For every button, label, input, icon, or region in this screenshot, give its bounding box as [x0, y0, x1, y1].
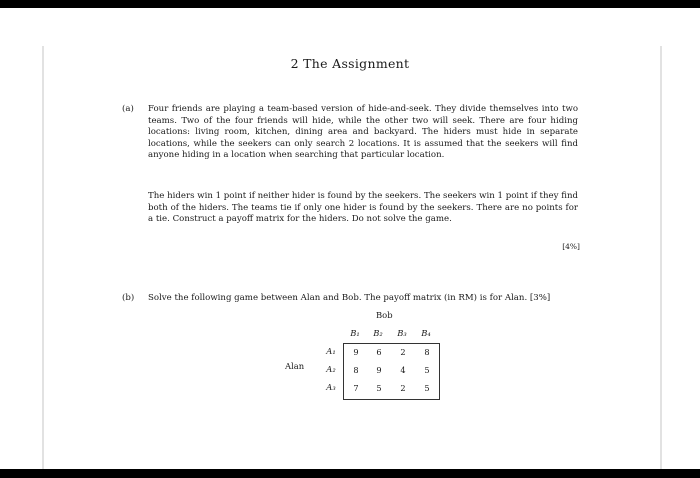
- row-label-a2: A₂: [326, 364, 336, 374]
- matrix-cell: 5: [376, 383, 382, 393]
- matrix-cell: 4: [400, 365, 406, 375]
- matrix-cell: 7: [353, 383, 359, 393]
- part-a-marks: [4%]: [562, 242, 580, 251]
- row-label-a1: A₁: [326, 346, 336, 356]
- matrix-cell: 5: [424, 365, 430, 375]
- col-label-b3: B₃: [397, 328, 407, 338]
- col-label-b2: B₂: [373, 328, 383, 338]
- payoff-matrix: [343, 343, 440, 400]
- matrix-cell: 9: [376, 365, 382, 375]
- section-title: 2 The Assignment: [290, 56, 410, 71]
- matrix-cell: 8: [424, 347, 430, 357]
- page-gutter-right: [660, 46, 662, 469]
- row-player-label: Alan: [285, 361, 305, 371]
- col-label-b4: B₄: [421, 328, 431, 338]
- column-player-label: Bob: [376, 310, 393, 320]
- part-a-label: (a): [122, 104, 134, 114]
- matrix-cell: 8: [353, 365, 359, 375]
- part-b-label: (b): [122, 293, 135, 303]
- part-b-text: Solve the following game between Alan and Bob. The payoff matrix (in RM) is for Alan. [3%]: [148, 293, 551, 303]
- matrix-cell: 5: [424, 383, 430, 393]
- matrix-cell: 6: [376, 347, 382, 357]
- part-a-paragraph-2: The hiders win 1 point if neither hider is found by the seekers. The seekers win 1 point if they find both of the hiders. The teams tie if only one hider is found by the seekers. There are no points for a tie. Construct a payoff matrix for the hiders. Do not solve the game.: [148, 191, 578, 225]
- row-label-a3: A₃: [326, 382, 336, 392]
- part-a-paragraph-1: Four friends are playing a team-based version of hide-and-seek. They divide themselves into two teams. Two of the four friends will hide, while the other two will seek. There are four hiding locations: living room, kitchen, dining area and backyard. The hiders must hide in separate locations, while the seekers can only search 2 locations. It is assumed that the seekers will find anyone hiding in a location when searching that particular location.: [148, 104, 578, 161]
- col-label-b1: B₁: [350, 328, 360, 338]
- document-page: [0, 8, 700, 469]
- matrix-cell: 2: [400, 347, 406, 357]
- page-gutter-left: [42, 46, 44, 469]
- matrix-cell: 2: [400, 383, 406, 393]
- matrix-cell: 9: [353, 347, 359, 357]
